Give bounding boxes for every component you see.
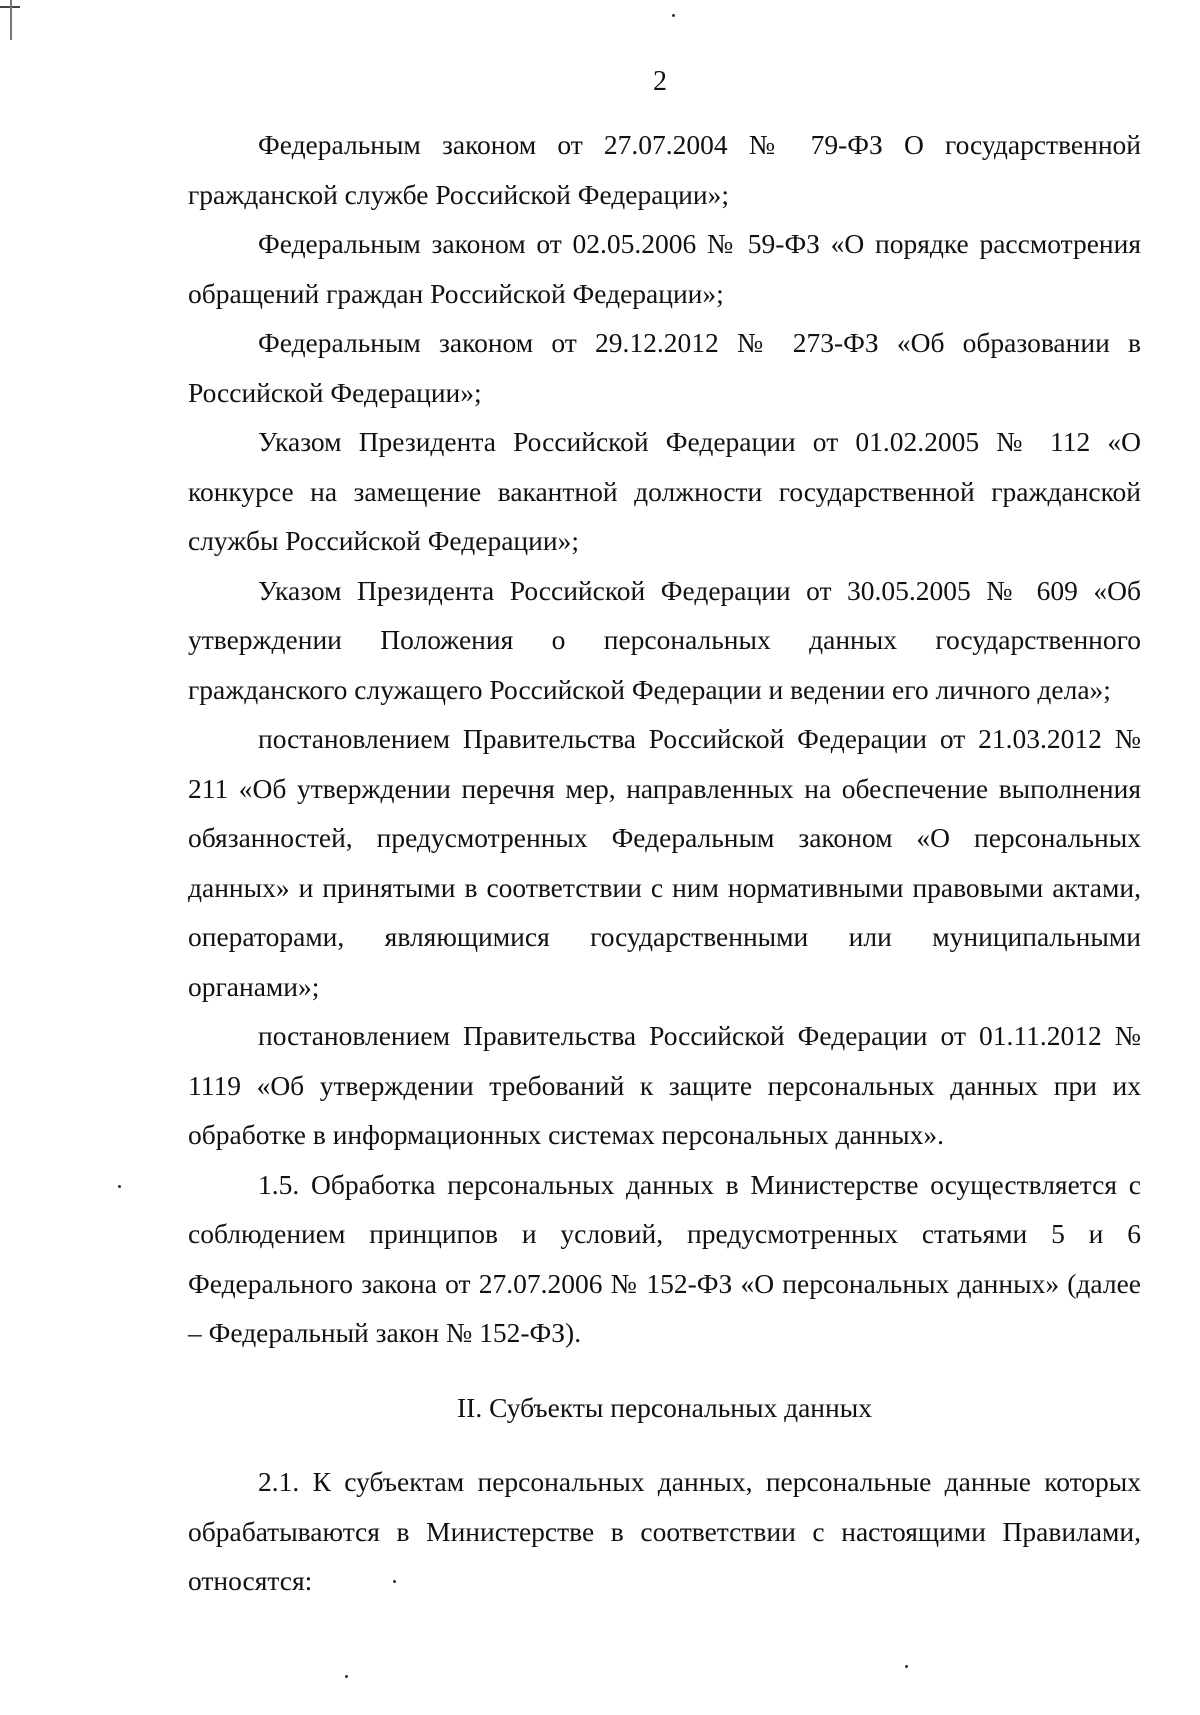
scan-speck (118, 1185, 121, 1188)
paragraph: Федеральным законом от 27.07.2004 № 79-ФЗ О государственной гражданской службе Российской Федерации»; (188, 129, 1141, 210)
paragraph: 1.5. Обработка персональных данных в Министерстве осуществляется с соблюдением принципов и условий, предусмотренных статьями 5 и 6 Федерального закона от 27.07.2006 № 152-ФЗ «О персональных данных» (далее – Федеральный закон № 152-ФЗ). (188, 1168, 1141, 1348)
paragraph: постановлением Правительства Российской Федерации от 01.11.2012 № 1119 «Об утверждении требований к защите персональных данных при их обработке в информационных системах персональных данных». (188, 1020, 1141, 1150)
paragraph: 2.1. К субъектам персональных данных, персональные данные которых обрабатываются в Министерстве в соответствии с настоящими Правилами, относятся: (188, 1466, 1141, 1596)
section-heading: II. Субъекты персональных данных (457, 1391, 872, 1423)
scan-speck (345, 1675, 348, 1678)
scan-edge-mark (10, 0, 12, 40)
scan-speck (672, 14, 675, 17)
paragraph: Федеральным законом от 02.05.2006 № 59-ФЗ «О порядке рассмотрения обращений граждан Российской Федерации»; (188, 228, 1141, 309)
document-body (188, 120, 1141, 1606)
page-number: 2 (653, 66, 667, 97)
paragraph: постановлением Правительства Российской Федерации от 21.03.2012 № 211 «Об утверждении перечня мер, направленных на обеспечение выполнения обязанностей, предусмотренных Федеральным законом «О персональных данных» и принятыми в соответствии с ним нормативными правовыми актами, операторами, являющимися государственными или муниципальными органами»; (188, 723, 1141, 1002)
scan-speck (393, 1580, 396, 1583)
paragraph: Указом Президента Российской Федерации от 30.05.2005 № 609 «Об утверждении Положения о персональных данных государственного гражданского служащего Российской Федерации и ведении его личного дела»; (188, 574, 1141, 705)
paragraph: Указом Президента Российской Федерации от 01.02.2005 № 112 «О конкурсе на замещение вакантной должности государственной гражданской службы Российской Федерации»; (188, 426, 1141, 556)
scan-speck (905, 1665, 908, 1668)
paragraph: Федеральным законом от 29.12.2012 № 273-ФЗ «Об образовании в Российской Федерации»; (188, 327, 1141, 408)
